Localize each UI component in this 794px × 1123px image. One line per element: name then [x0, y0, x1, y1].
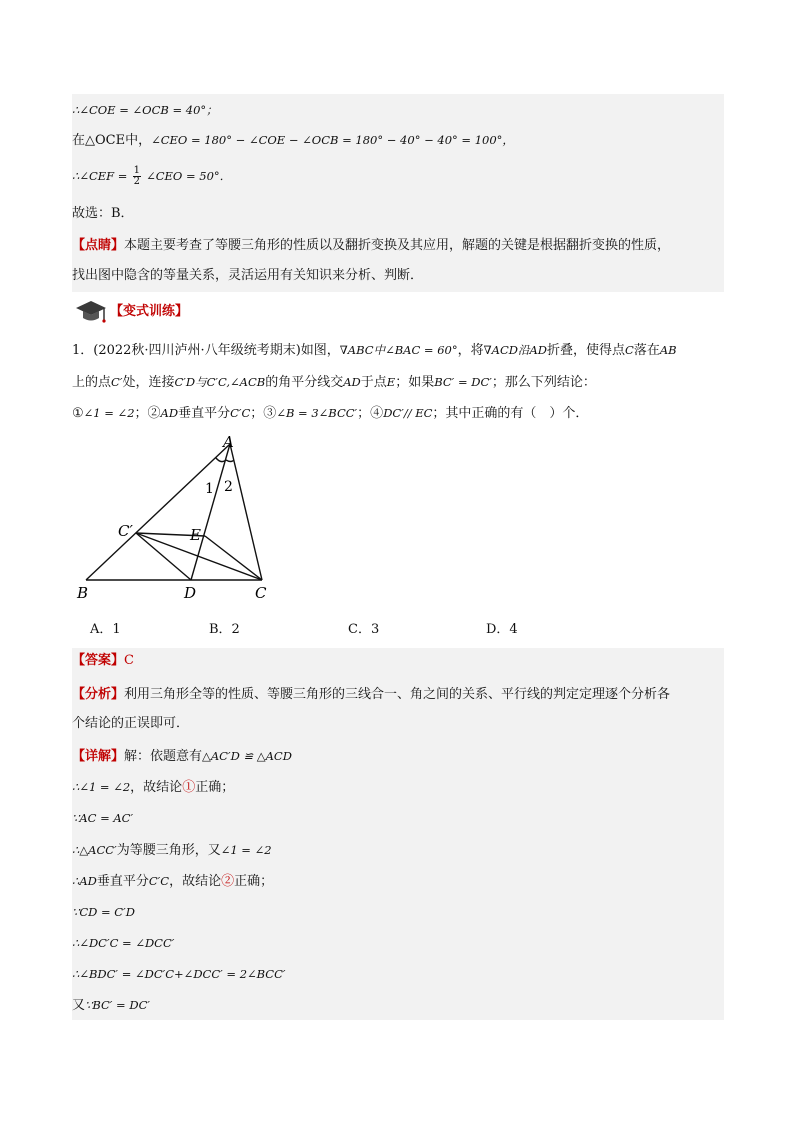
label-angle-2: 2	[224, 479, 233, 495]
solution-line-2: 在△OCE中，∠CEO = 180° − ∠COE − ∠OCB = 180° − 40° − 40° = 100°，	[72, 133, 514, 148]
comment-tag: 【点睛】	[72, 238, 125, 253]
choice-b[interactable]: B．2	[209, 622, 240, 637]
choice-d[interactable]: D．4	[486, 622, 518, 637]
detail-step-1: ∴∠1 = ∠2，故结论①正确；	[72, 780, 235, 795]
comment-line-1: 【点睛】本题主要考查了等腰三角形的性质以及翻折变换及其应用，解题的关键是根据翻折变换的性质，	[72, 238, 671, 253]
label-angle-1: 1	[205, 481, 214, 497]
graduation-cap-icon	[74, 298, 108, 328]
label-a: A	[223, 433, 234, 451]
choice-c[interactable]: C．3	[348, 622, 380, 637]
question-line-2: 上的点C′处，连接C′D与C′C,∠ACB的角平分线交AD于点E；如果BC′ = DC′；那么下列结论：	[72, 375, 596, 390]
answer-line	[72, 651, 724, 671]
analysis-line-1: 【分析】利用三角形全等的性质、等腰三角形的三线合一、角之间的关系、平行线的判定定理逐个分析各	[72, 687, 671, 702]
solution-line-4: 故选：B．	[72, 206, 134, 221]
section-title: 【变式训练】	[110, 304, 189, 319]
solution-panel-top	[72, 94, 724, 292]
segment-cp-d	[136, 533, 191, 580]
analysis-tag: 【分析】	[72, 687, 125, 702]
detail-line-intro: 【详解】解：依题意有△AC′D ≌ △ACD	[72, 749, 292, 764]
label-c: C	[255, 584, 267, 602]
triangle-figure	[70, 432, 300, 607]
solution-line-1: ∴∠COE = ∠OCB = 40°；	[72, 103, 218, 117]
detail-step-3: ∴△ACC′为等腰三角形，又∠1 = ∠2	[72, 843, 272, 858]
section-header	[74, 298, 374, 328]
angle-arc-2	[226, 460, 234, 462]
detail-step-5: ∵CD = C′D	[72, 905, 135, 919]
analysis-line-2: 个结论的正误即可．	[72, 716, 190, 731]
answer-value: C	[124, 653, 134, 668]
solution-line-3: ∴∠CEF = $\frac{1}{2}$ ∠CEO = 50°．	[72, 165, 232, 187]
question-line-1: 1．(2022秋·四川泸州·八年级统考期末)如图，∇ABC中∠BAC = 60°，将∇ACD沿AD折叠，使得点C落在AB	[72, 343, 677, 358]
detail-step-8: 又∵BC′ = DC′	[72, 998, 150, 1013]
label-b: B	[77, 584, 89, 602]
choice-a[interactable]: A．1	[90, 622, 121, 637]
detail-step-2: ∵AC = AC′	[72, 811, 134, 825]
angle-arc-1	[216, 458, 226, 462]
fraction-one-half: $\frac{1}{2}$	[133, 165, 140, 187]
question-line-3: ①∠1 = ∠2；②AD垂直平分C′C；③∠B = 3∠BCC′；④DC′// EC；其中正确的有（ ）个．	[72, 406, 589, 421]
segment-ad	[191, 444, 230, 580]
detail-step-7: ∴∠BDC′ = ∠DC′C+∠DCC′ = 2∠BCC′	[72, 967, 286, 981]
label-e: E	[190, 526, 201, 544]
label-d: D	[184, 584, 197, 602]
detail-step-4: ∴AD垂直平分C′C，故结论②正确；	[72, 874, 274, 889]
detail-step-6: ∴∠DC′C = ∠DCC′	[72, 936, 175, 950]
detail-tag: 【详解】	[72, 749, 125, 764]
answer-tag: 【答案】	[72, 653, 125, 668]
comment-line-2: 找出图中隐含的等量关系，灵活运用有关知识来分析、判断．	[72, 268, 424, 283]
label-c-prime: C′	[118, 522, 133, 540]
